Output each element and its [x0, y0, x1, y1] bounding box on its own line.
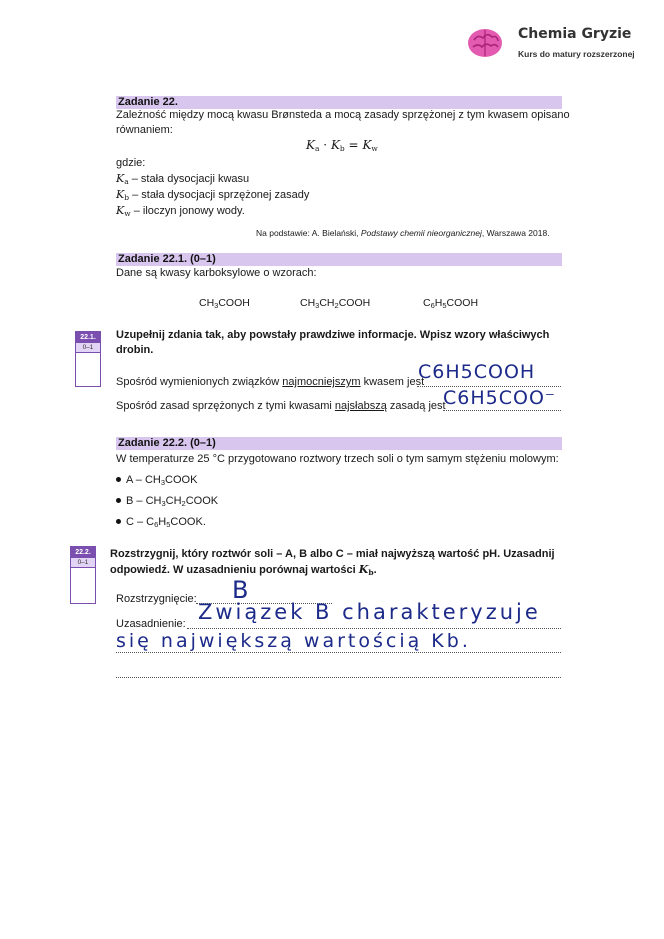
- task-22-2-intro: W temperaturze 25 °C przygotowano roztwory trzech soli o tym samym stężeniu molowym:: [116, 453, 559, 465]
- definition-kb: $K_b$ – stała dysocjacji sprzężonej zasady: [116, 188, 310, 202]
- handwritten-justification-line2[interactable]: się największą wartością Kb.: [116, 630, 471, 652]
- definition-ka: $K_a$ – stała dysocjacji kwasu: [116, 172, 250, 186]
- equilibrium-formula: $K_a \cdot K_b = K_w$: [306, 138, 378, 153]
- task-22-2-instruction-line2: odpowiedź. W uzasadnieniu porównaj wartości $K_b$.: [110, 563, 377, 577]
- justification-label: Uzasadnienie:: [116, 618, 186, 630]
- task-22-1-title: Zadanie 22.1. (0–1): [118, 253, 216, 265]
- acid-formula-2: $CH_3CH_2COOH$: [300, 297, 371, 310]
- handwritten-answer-acid[interactable]: C6H5COOH: [418, 361, 536, 383]
- task-22-title: Zadanie 22.: [118, 96, 178, 108]
- handwritten-answer-base[interactable]: C6H5COO⁻: [443, 387, 556, 409]
- definition-kw: $K_w$ – iloczyn jonowy wody.: [116, 204, 245, 218]
- task-22-intro-line2: równaniem:: [116, 124, 173, 136]
- answer-line-base: [443, 410, 561, 411]
- brand-subtitle: Kurs do matury rozszerzonej: [518, 49, 635, 59]
- task-22-1-instruction-line2: drobin.: [116, 344, 154, 356]
- task-22-1-instruction-line1: Uzupełnij zdania tak, aby powstały prawdziwe informacje. Wpisz wzory właściwych: [116, 329, 550, 341]
- decision-label: Rozstrzygnięcie:: [116, 593, 197, 605]
- sentence-strongest-acid: Spośród wymienionych związków najmocniejszym kwasem jest: [116, 376, 425, 388]
- task-22-2-instruction-line1: Rozstrzygnij, który roztwór soli – A, B albo C – miał najwyższą wartość pH. Uzasadnij: [110, 548, 555, 560]
- score-box-id: 22.1.: [76, 332, 100, 343]
- score-box-22-1: [75, 331, 101, 387]
- task-22-1-intro: Dane są kwasy karboksylowe o wzorach:: [116, 267, 317, 279]
- acid-formula-3: $C_6H_5COOH$: [423, 297, 479, 310]
- justification-line-1: [187, 628, 561, 629]
- sentence-weakest-base: Spośród zasad sprzężonych z tymi kwasami najsłabszą zasadą jest: [116, 400, 446, 412]
- handwritten-decision[interactable]: B: [232, 576, 250, 604]
- justification-line-2: [116, 652, 561, 653]
- salt-a: A – $CH_3COOK$: [116, 473, 197, 490]
- task-22-2-title: Zadanie 22.2. (0–1): [118, 437, 216, 449]
- acid-formula-1: $CH_3COOH$: [199, 297, 250, 310]
- brand-name: Chemia Gryzie: [518, 26, 632, 42]
- source-citation: Na podstawie: A. Bielański, Podstawy chemii nieorganicznej, Warszawa 2018.: [256, 228, 550, 238]
- task-22-intro-line1: Zależność między mocą kwasu Brønsteda a mocą zasady sprzężonej z tym kwasem opisano: [116, 109, 570, 121]
- score-box-range: 0–1: [71, 558, 95, 568]
- salt-c: C – $C_6H_5COOK$.: [116, 515, 206, 532]
- brain-icon: [466, 26, 504, 60]
- score-box-id: 22.2.: [71, 547, 95, 558]
- handwritten-justification-line1[interactable]: Związek B charakteryzuje: [198, 600, 541, 624]
- salt-b: B – $CH_3CH_2COOK$: [116, 494, 218, 511]
- justification-line-3: [116, 677, 561, 678]
- score-box-22-2: [70, 546, 96, 604]
- brand-header: [466, 24, 656, 64]
- score-box-range: 0–1: [76, 343, 100, 353]
- where-label: gdzie:: [116, 157, 146, 169]
